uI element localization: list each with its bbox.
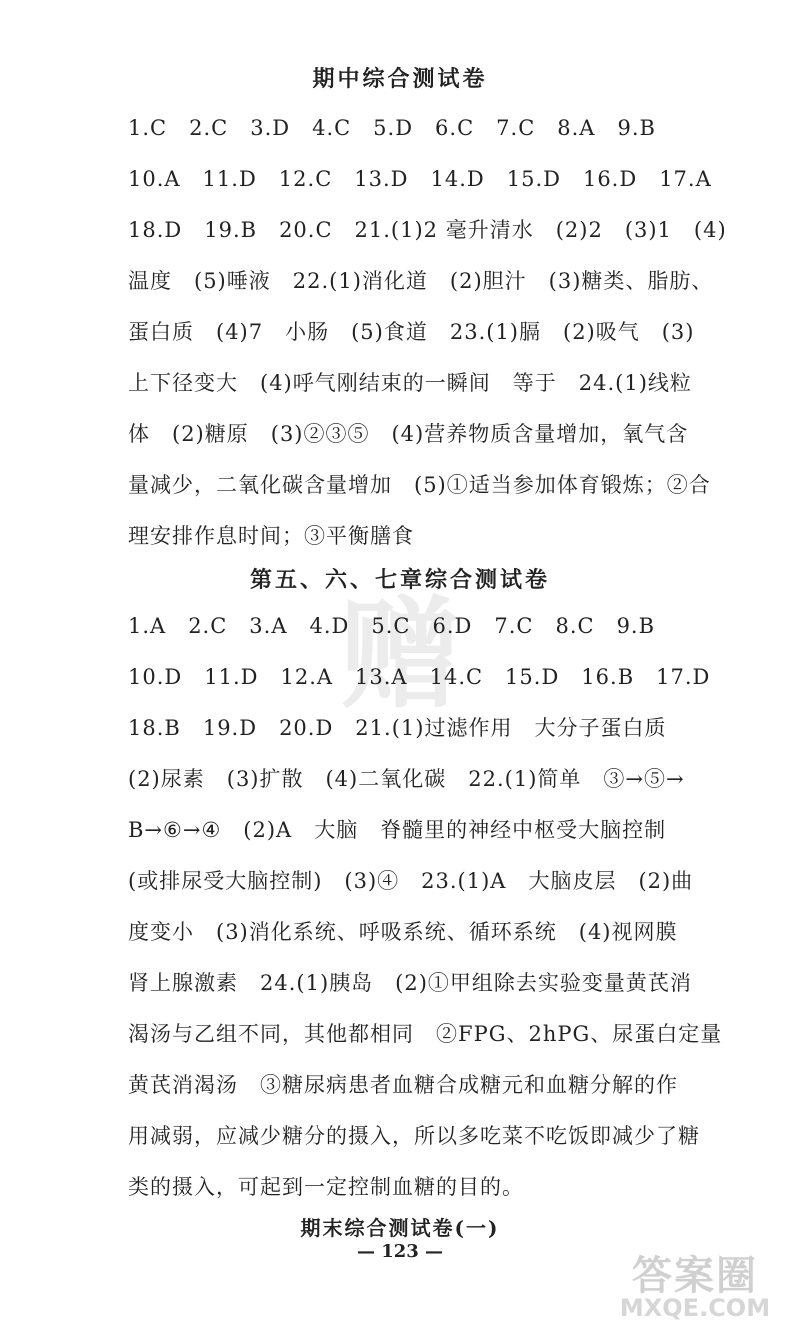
answer-line: 蛋白质 (4)7 小肠 (5)食道 23.(1)膈 (2)吸气 (3) (128, 320, 695, 344)
section-title-chapters-5-7: 第五、六、七章综合测试卷 (249, 567, 550, 593)
answer-line: 18.B 19.D 20.D 21.(1)过滤作用 大分子蛋白质 (128, 716, 667, 740)
answer-line: 渴汤与乙组不同，其他都相同 ②FPG、2hPG、尿蛋白定量 (128, 1022, 723, 1046)
answer-line: 体 (2)糖原 (3)②③⑤ (4)营养物质含量增加，氧气含 (128, 422, 689, 446)
answer-line: 量减少，二氧化碳含量增加 (5)①适当参加体育锻炼；②合 (128, 473, 711, 497)
logo-text: 答案圈 (632, 1253, 758, 1299)
answer-line: B→⑥→④ (2)A 大脑 脊髓里的神经中枢受大脑控制 (128, 818, 667, 842)
answer-line: 黄芪消渴汤 ③糖尿病患者血糖合成糖元和血糖分解的作 (128, 1073, 678, 1097)
answer-line: 1.C 2.C 3.D 4.C 5.D 6.C 7.C 8.A 9.B (128, 116, 656, 140)
answer-line: 1.A 2.C 3.A 4.D 5.C 6.D 7.C 8.C 9.B (128, 614, 656, 638)
answers-midterm (128, 103, 727, 562)
answer-line: 理安排作息时间；③平衡膳食 (128, 524, 414, 548)
answers-chapters-5-7 (128, 601, 723, 1213)
page-number: — 123 — (356, 1241, 444, 1262)
answer-line: 温度 (5)唾液 22.(1)消化道 (2)胆汁 (3)糖类、脂肪、 (128, 269, 714, 293)
answer-line: 10.A 11.D 12.C 13.D 14.D 15.D 16.D 17.A (128, 167, 712, 191)
answer-line: 肾上腺激素 24.(1)胰岛 (2)①甲组除去实验变量黄芪消 (128, 971, 692, 995)
next-section-title: 期末综合测试卷(一) (300, 1216, 500, 1240)
site-logo (600, 1244, 790, 1324)
answer-line: 18.D 19.B 20.C 21.(1)2 毫升清水 (2)2 (3)1 (4) (128, 218, 727, 242)
section-title-midterm: 期中综合测试卷 (312, 66, 488, 92)
answer-line: 度变小 (3)消化系统、呼吸系统、循环系统 (4)视网膜 (128, 920, 678, 944)
watermark-stamp: 赠 (340, 584, 460, 725)
answer-line: (2)尿素 (3)扩散 (4)二氧化碳 22.(1)简单 ③→⑤→ (128, 767, 685, 791)
logo-url: MXQE.COM (619, 1294, 771, 1322)
answer-line: 上下径变大 (4)呼气刚结束的一瞬间 等于 24.(1)线粒 (128, 371, 692, 395)
answer-line: (或排尿受大脑控制) (3)④ 23.(1)A 大脑皮层 (2)曲 (128, 869, 694, 893)
answer-line: 用减弱，应减少糖分的摄入，所以多吃菜不吃饭即减少了糖 (128, 1124, 700, 1148)
answer-line: 10.D 11.D 12.A 13.A 14.C 15.D 16.B 17.D (128, 665, 711, 689)
answer-line: 类的摄入，可起到一定控制血糖的目的。 (128, 1175, 524, 1199)
